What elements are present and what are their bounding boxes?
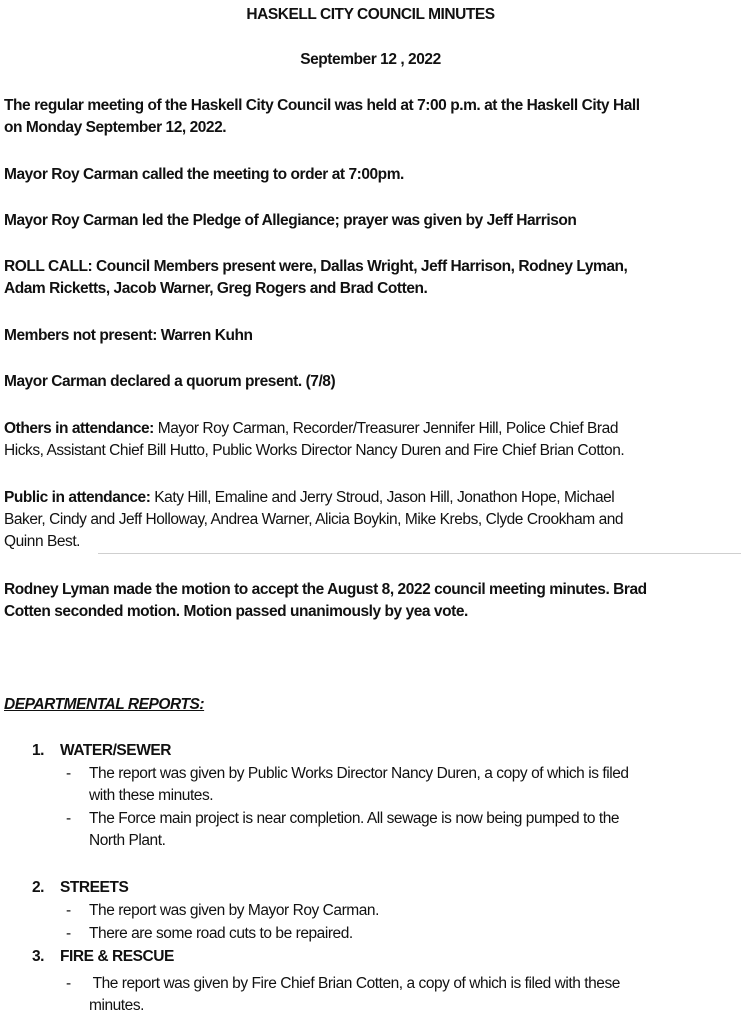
public-line-3: Quinn Best. <box>4 533 81 550</box>
pledge: Mayor Roy Carman led the Pledge of Allegiance; prayer was given by Jeff Harrison <box>4 212 577 229</box>
bullet-dash: - <box>66 810 72 827</box>
report-number: 3. <box>32 948 45 965</box>
call-to-order: Mayor Roy Carman called the meeting to order at 7:00pm. <box>4 166 404 183</box>
intro-line-2: on Monday September 12, 2022. <box>4 119 227 136</box>
report-bullet-line: There are some road cuts to be repaired. <box>89 925 353 942</box>
bullet-dash: - <box>66 975 72 992</box>
public-text-1: Katy Hill, Emaline and Jerry Stroud, Jason Hill, Jonathon Hope, Michael <box>150 489 615 506</box>
report-bullet-line: minutes. <box>89 997 144 1014</box>
public-label: Public in attendance: <box>4 489 151 506</box>
report-bullet-line: North Plant. <box>89 832 166 849</box>
departmental-reports-heading: DEPARTMENTAL REPORTS: <box>4 696 205 713</box>
intro-line-1: The regular meeting of the Haskell City Council was held at 7:00 p.m. at the Haskell City Hall <box>4 97 640 114</box>
document-title: HASKELL CITY COUNCIL MINUTES <box>246 6 495 23</box>
public-line-1 <box>4 487 614 509</box>
report-bullet-line: with these minutes. <box>89 787 214 804</box>
bullet-dash: - <box>66 925 72 942</box>
roll-call-line-2: Adam Ricketts, Jacob Warner, Greg Rogers and Brad Cotten. <box>4 280 428 297</box>
members-not-present: Members not present: Warren Kuhn <box>4 327 253 344</box>
quorum: Mayor Carman declared a quorum present. (7/8) <box>4 373 336 390</box>
motion-line-1: Rodney Lyman made the motion to accept the August 8, 2022 council meeting minutes. Brad <box>4 581 647 598</box>
report-bullet-line: The report was given by Mayor Roy Carman. <box>89 902 379 919</box>
report-bullet-line: The report was given by Fire Chief Brian Cotten, a copy of which is filed with these <box>89 975 620 992</box>
report-bullet-line: The report was given by Public Works Director Nancy Duren, a copy of which is filed <box>89 765 629 782</box>
roll-call-line-1: ROLL CALL: Council Members present were, Dallas Wright, Jeff Harrison, Rodney Lyman, <box>4 258 628 275</box>
report-title-water-sewer: WATER/SEWER <box>60 742 172 759</box>
others-text-1: Mayor Roy Carman, Recorder/Treasurer Jennifer Hill, Police Chief Brad <box>153 420 618 437</box>
motion-line-2: Cotten seconded motion. Motion passed unanimously by yea vote. <box>4 603 468 620</box>
report-title-streets: STREETS <box>60 879 129 896</box>
report-bullet-line: The Force main project is near completion. All sewage is now being pumped to the <box>89 810 620 827</box>
others-line-1 <box>4 418 618 440</box>
scan-artifact-line <box>98 553 741 554</box>
bullet-dash: - <box>66 765 72 782</box>
report-number: 1. <box>32 742 45 759</box>
others-label: Others in attendance: <box>4 420 154 437</box>
others-line-2: Hicks, Assistant Chief Bill Hutto, Public Works Director Nancy Duren and Fire Chief Brian Cotton. <box>4 442 625 459</box>
meeting-date: September 12 , 2022 <box>300 51 441 68</box>
report-number: 2. <box>32 879 45 896</box>
report-title-fire-rescue: FIRE & RESCUE <box>60 948 174 965</box>
public-line-2: Baker, Cindy and Jeff Holloway, Andrea Warner, Alicia Boykin, Mike Krebs, Clyde Crookham and <box>4 511 624 528</box>
bullet-dash: - <box>66 902 72 919</box>
